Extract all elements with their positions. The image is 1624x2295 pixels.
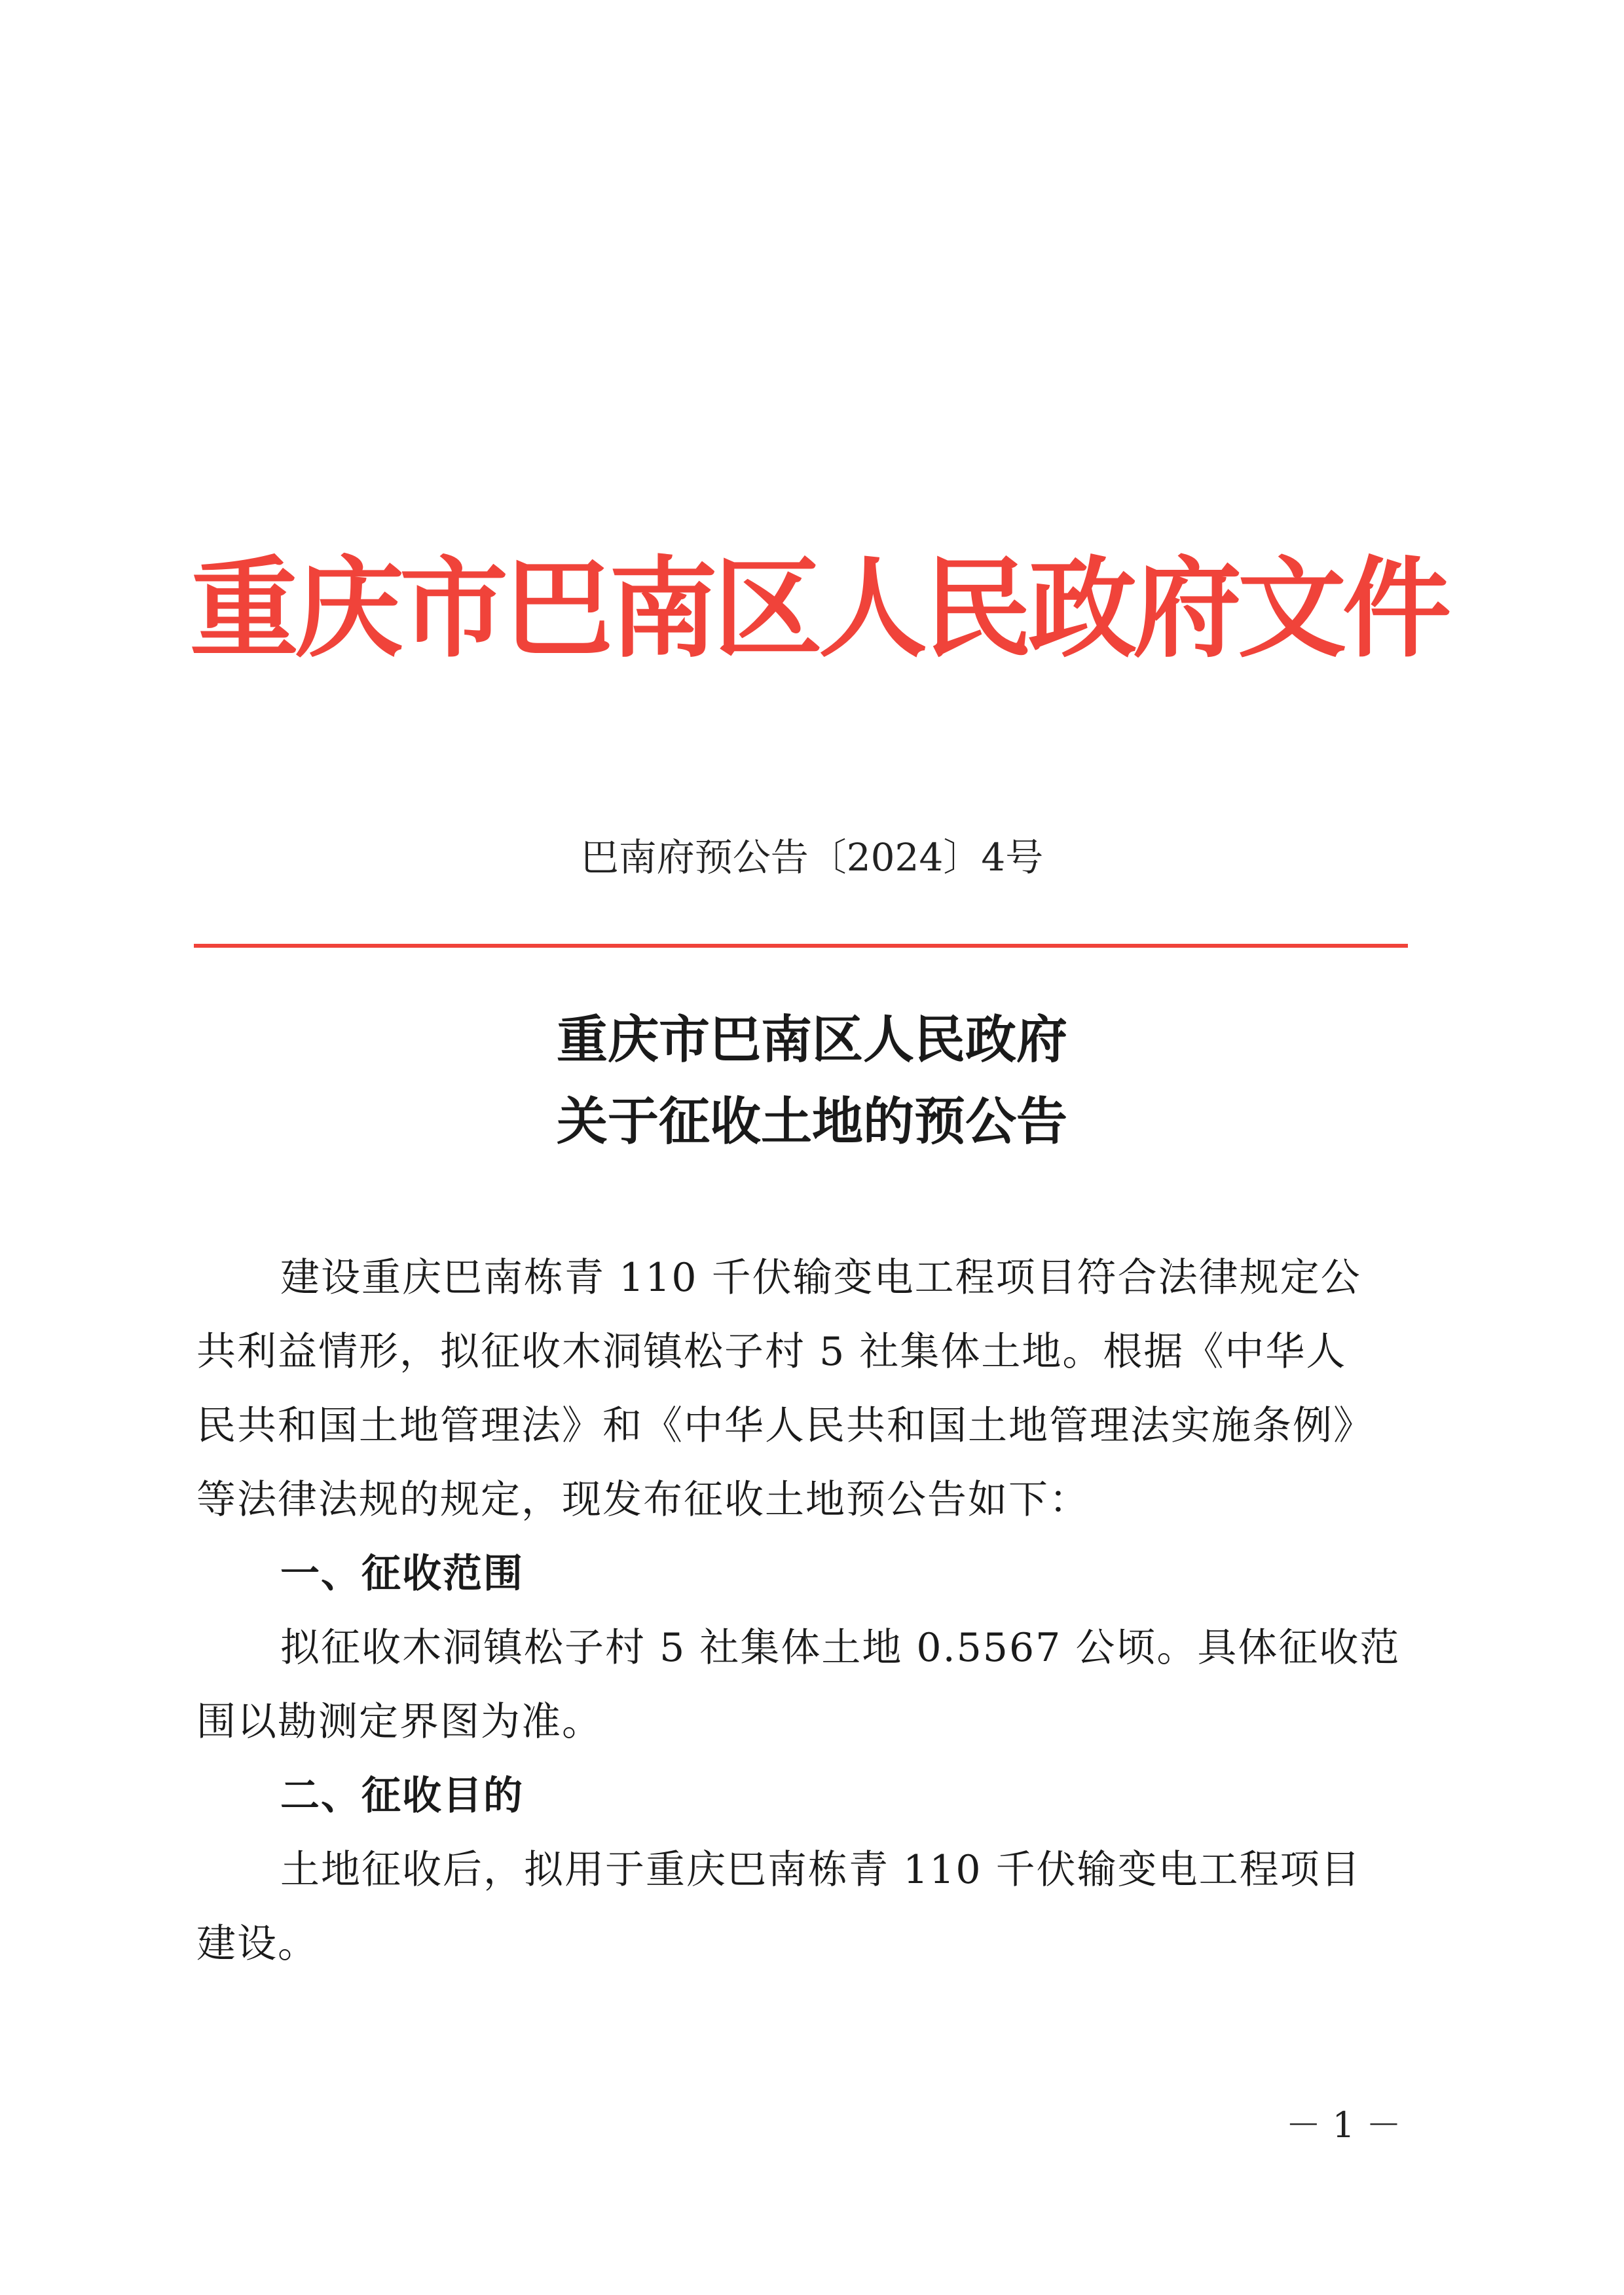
section-1-line-1: 拟征收木洞镇松子村 5 社集体土地 0.5567 公顷。具体征收范 [280,1625,1401,1671]
notice-title-line-2: 关于征收土地的预公告 [556,1092,1067,1151]
page-number: － 1 － [1285,2104,1401,2146]
intro-line-2: 共利益情形，拟征收木洞镇松子村 5 社集体土地。根据《中华人 [196,1329,1347,1375]
document-header-title: 重庆市巴南区人民政府文件 [190,545,1447,673]
section-1-line-2: 围以勘测定界图为准。 [196,1699,602,1745]
document-number: 巴南府预公告〔2024〕4号 [580,835,1044,880]
section-2-heading: 二、征收目的 [280,1773,524,1819]
intro-line-3: 民共和国土地管理法》和《中华人民共和国土地管理法实施条例》 [196,1403,1374,1449]
red-divider [194,944,1408,948]
section-1-heading: 一、征收范围 [280,1551,524,1597]
notice-title [190,999,1434,1163]
intro-line-4: 等法律法规的规定，现发布征收土地预公告如下： [196,1477,1090,1523]
notice-body [196,1241,1408,1981]
section-2-line-1: 土地征收后，拟用于重庆巴南栋青 110 千伏输变电工程项目 [280,1847,1361,1893]
intro-line-1: 建设重庆巴南栋青 110 千伏输变电工程项目符合法律规定公 [280,1255,1361,1301]
notice-title-line-1: 重庆市巴南区人民政府 [556,1010,1067,1070]
section-2-line-2: 建设。 [196,1921,318,1967]
